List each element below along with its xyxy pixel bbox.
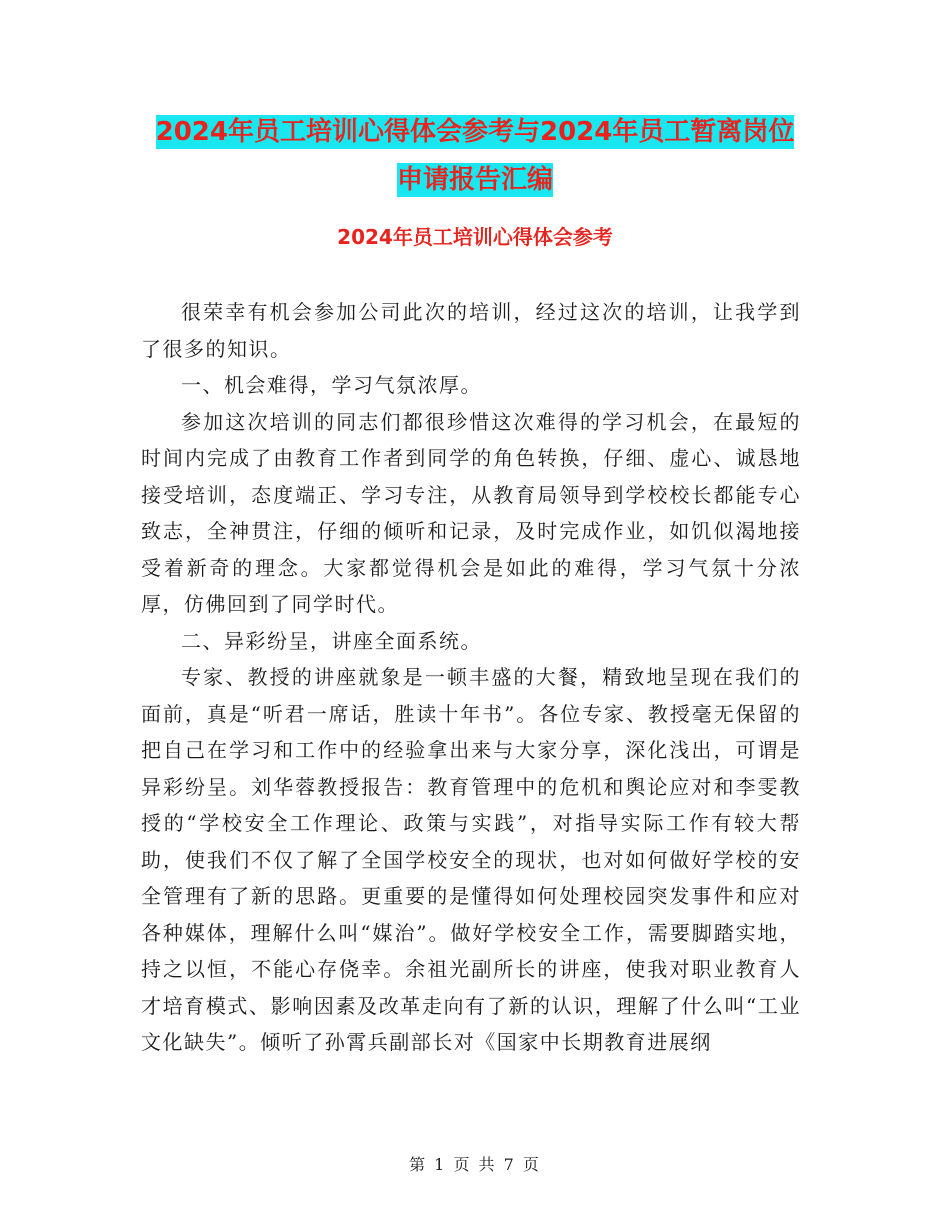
paragraph: 专家、教授的讲座就象是一顿丰盛的大餐，精致地呈现在我们的面前，真是“听君一席话，胜读十年书”。各位专家、教授毫无保留的把自己在学习和工作中的经验拿出来与大家分享，深化浅出，可谓是异彩纷呈。刘华蓉教授报告：教育管理中的危机和舆论应对和李雯教授的“学校安全工作理论、政策与实践”，对指导实际工作有较大帮助，使我们不仅了解了全国学校安全的现状，也对如何做好学校的安全管理有了新的思路。更重要的是懂得如何处理校园突发事件和应对各种媒体，理解什么叫“媒治”。做好学校安全工作，需要脚踏实地，持之以恒，不能心存侥幸。余祖光副所长的讲座，使我对职业教育人才培育模式、影响因素及改革走向有了新的认识，理解了什么叫“工业文化缺失”。倾听了孙霄兵副部长对《国家中长期教育进展纲 — [141, 665, 801, 1054]
section-title: 2024年员工培训心得体会参考 — [337, 225, 613, 249]
document-title — [0, 108, 950, 204]
paragraph: 参加这次培训的同志们都很珍惜这次难得的学习机会，在最短的时间内完成了由教育工作者到同学的角色转换，仔细、虚心、诚恳地接受培训，态度端正、学习专注，从教育局领导到学校校长都能专心致志，全神贯注，仔细的倾听和记录，及时完成作业，如饥似渴地接受着新奇的理念。大家都觉得机会是如此的难得，学习气氛十分浓厚，仿佛回到了同学时代。 — [141, 409, 801, 616]
paragraph: 一、机会难得，学习气氛浓厚。 — [181, 373, 482, 397]
paragraph: 很荣幸有机会参加公司此次的培训，经过这次的培训，让我学到了很多的知识。 — [141, 300, 801, 361]
document-body — [141, 294, 801, 1061]
page-number-footer: 第 1 页 共 7 页 — [409, 1155, 541, 1174]
document-title-line1: 2024年员工培训心得体会参考与2024年员工暂离岗位 — [155, 117, 795, 147]
document-title-line2: 申请报告汇编 — [396, 165, 553, 195]
paragraph: 二、异彩纷呈，讲座全面系统。 — [181, 628, 482, 653]
